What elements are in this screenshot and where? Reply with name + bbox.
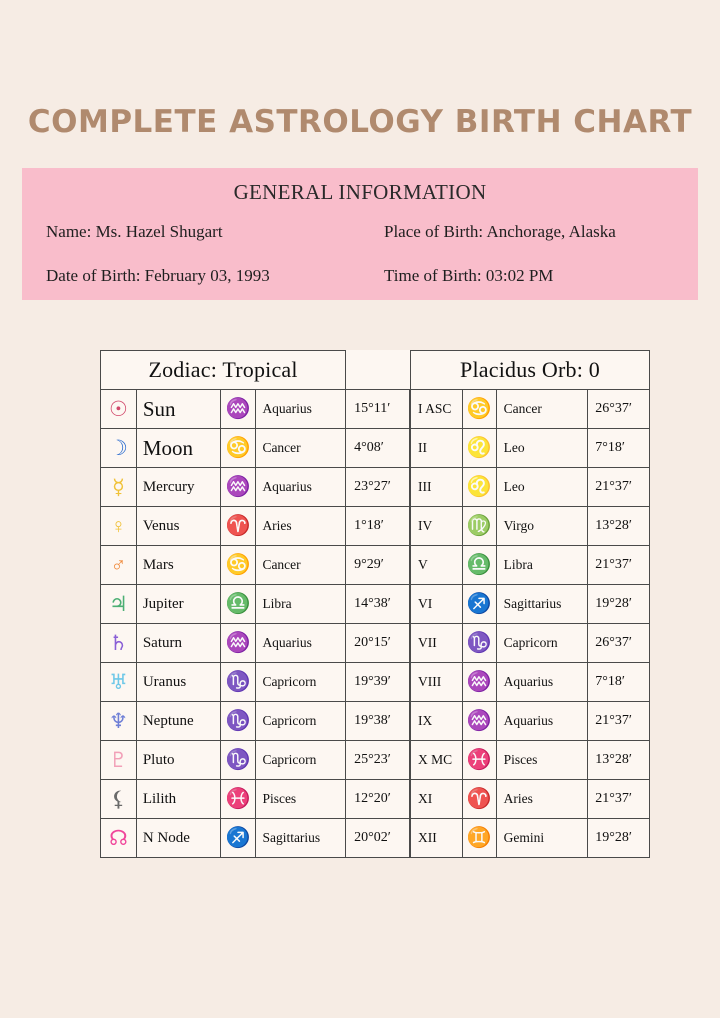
- aquarius-icon: ♒: [220, 468, 256, 507]
- planet-name: Venus: [136, 507, 220, 546]
- table-row: [101, 741, 410, 780]
- house-number: IX: [411, 702, 463, 741]
- planet-name: Neptune: [136, 702, 220, 741]
- pisces-icon: ♓: [220, 780, 256, 819]
- planet-degree: 19°38′: [346, 702, 410, 741]
- house-degree: 21°37′: [588, 780, 650, 819]
- planet-degree: 25°23′: [346, 741, 410, 780]
- house-sign: Libra: [496, 546, 588, 585]
- table-row: [411, 507, 650, 546]
- table-row: [411, 741, 650, 780]
- house-sign: Cancer: [496, 390, 588, 429]
- venus-icon: ♀: [101, 507, 137, 546]
- planet-degree: 14°38′: [346, 585, 410, 624]
- house-degree: 21°37′: [588, 702, 650, 741]
- table-row: [411, 585, 650, 624]
- sun-icon: [101, 390, 137, 429]
- planet-name: Saturn: [136, 624, 220, 663]
- planet-name: Uranus: [136, 663, 220, 702]
- table-row: [101, 663, 410, 702]
- table-row: [411, 546, 650, 585]
- planet-name: Pluto: [136, 741, 220, 780]
- planet-sign: Sagittarius: [256, 819, 346, 858]
- planet-degree: 9°29′: [346, 546, 410, 585]
- planet-sign: Pisces: [256, 780, 346, 819]
- house-number: V: [411, 546, 463, 585]
- aquarius-icon: ♒: [220, 390, 256, 429]
- table-row: [101, 429, 410, 468]
- houses-table-header-row: [411, 351, 650, 390]
- planet-sign: Libra: [256, 585, 346, 624]
- planet-sign: Aquarius: [256, 624, 346, 663]
- moon-icon: ☽: [101, 429, 137, 468]
- house-degree: 19°28′: [588, 819, 650, 858]
- house-number: XII: [411, 819, 463, 858]
- table-row: [411, 702, 650, 741]
- cancer-icon: ♋: [462, 390, 496, 429]
- house-sign: Aries: [496, 780, 588, 819]
- planet-name: Mercury: [136, 468, 220, 507]
- planet-name: N Node: [136, 819, 220, 858]
- table-row: [411, 468, 650, 507]
- planet-sign: Capricorn: [256, 702, 346, 741]
- table-row: [101, 390, 410, 429]
- table-row: [411, 390, 650, 429]
- planet-sign: Capricorn: [256, 663, 346, 702]
- mercury-icon: ☿: [101, 468, 137, 507]
- general-information-panel: [22, 168, 698, 300]
- general-information-grid: [22, 216, 698, 292]
- house-number: IV: [411, 507, 463, 546]
- capricorn-icon: ♑: [220, 702, 256, 741]
- house-sign: Gemini: [496, 819, 588, 858]
- gemini-icon: ♊: [462, 819, 496, 858]
- house-sign: Leo: [496, 468, 588, 507]
- house-number: X MC: [411, 741, 463, 780]
- planet-sign: Capricorn: [256, 741, 346, 780]
- capricorn-icon: ♑: [462, 624, 496, 663]
- house-sign: Aquarius: [496, 702, 588, 741]
- house-degree: 26°37′: [588, 390, 650, 429]
- libra-icon: ♎: [462, 546, 496, 585]
- house-degree: 21°37′: [588, 546, 650, 585]
- house-number: VIII: [411, 663, 463, 702]
- house-sign: Pisces: [496, 741, 588, 780]
- capricorn-icon: ♑: [220, 663, 256, 702]
- capricorn-icon: ♑: [220, 741, 256, 780]
- house-number: VI: [411, 585, 463, 624]
- pisces-icon: ♓: [462, 741, 496, 780]
- table-row: [101, 702, 410, 741]
- house-degree: 13°28′: [588, 741, 650, 780]
- time-of-birth-field: Time of Birth: 03:02 PM: [384, 266, 554, 285]
- house-degree: 26°37′: [588, 624, 650, 663]
- planet-sign: Cancer: [256, 429, 346, 468]
- planet-name: Lilith: [136, 780, 220, 819]
- planet-degree: 1°18′: [346, 507, 410, 546]
- date-of-birth-field: Date of Birth: February 03, 1993: [46, 266, 270, 285]
- chart-tables: [100, 350, 650, 858]
- uranus-icon: ♅: [101, 663, 137, 702]
- house-degree: 19°28′: [588, 585, 650, 624]
- house-degree: 13°28′: [588, 507, 650, 546]
- cancer-icon: ♋: [220, 429, 256, 468]
- place-field: Place of Birth: Anchorage, Alaska: [384, 222, 616, 241]
- house-degree: 7°18′: [588, 429, 650, 468]
- leo-icon: ♌: [462, 468, 496, 507]
- planet-name: Jupiter: [136, 585, 220, 624]
- house-number: III: [411, 468, 463, 507]
- table-row: [411, 819, 650, 858]
- house-sign: Virgo: [496, 507, 588, 546]
- house-degree: 7°18′: [588, 663, 650, 702]
- saturn-icon: ♄: [101, 624, 137, 663]
- mars-icon: ♂: [101, 546, 137, 585]
- house-sign: Leo: [496, 429, 588, 468]
- planet-degree: 20°02′: [346, 819, 410, 858]
- pluto-icon: ♇: [101, 741, 137, 780]
- planet-glyph: ☉: [109, 396, 128, 421]
- neptune-icon: ♆: [101, 702, 137, 741]
- house-sign: Capricorn: [496, 624, 588, 663]
- planet-sign: Aquarius: [256, 390, 346, 429]
- planets-table-header: Zodiac: Tropical: [101, 351, 346, 390]
- aries-icon: ♈: [462, 780, 496, 819]
- cancer-icon: ♋: [220, 546, 256, 585]
- houses-table: [410, 350, 650, 858]
- houses-table-header: Placidus Orb: 0: [411, 351, 650, 390]
- planets-table: [100, 350, 410, 858]
- planet-name: Mars: [136, 546, 220, 585]
- planet-degree: 19°39′: [346, 663, 410, 702]
- table-row: [101, 624, 410, 663]
- table-row: [411, 624, 650, 663]
- planet-degree: 4°08′: [346, 429, 410, 468]
- planet-sign: Cancer: [256, 546, 346, 585]
- table-row: [411, 663, 650, 702]
- table-row: [411, 780, 650, 819]
- north-node-icon: ☊: [101, 819, 137, 858]
- planet-name: Moon: [136, 429, 220, 468]
- sagittarius-icon: ♐: [462, 585, 496, 624]
- aquarius-icon: ♒: [462, 663, 496, 702]
- planets-table-header-row: [101, 351, 410, 390]
- libra-icon: ♎: [220, 585, 256, 624]
- house-sign: Aquarius: [496, 663, 588, 702]
- page-title: COMPLETE ASTROLOGY BIRTH CHART: [27, 104, 693, 140]
- planet-degree: 20°15′: [346, 624, 410, 663]
- house-number: VII: [411, 624, 463, 663]
- aries-icon: ♈: [220, 507, 256, 546]
- planet-name: Sun: [136, 390, 220, 429]
- aquarius-icon: ♒: [462, 702, 496, 741]
- table-row: [101, 468, 410, 507]
- planet-degree: 23°27′: [346, 468, 410, 507]
- sagittarius-icon: ♐: [220, 819, 256, 858]
- house-number: I ASC: [411, 390, 463, 429]
- house-number: II: [411, 429, 463, 468]
- house-sign: Sagittarius: [496, 585, 588, 624]
- general-information-heading: GENERAL INFORMATION: [233, 180, 487, 204]
- table-row: [101, 546, 410, 585]
- table-row: [411, 429, 650, 468]
- planet-degree: 12°20′: [346, 780, 410, 819]
- table-row: [101, 507, 410, 546]
- name-field: Name: Ms. Hazel Shugart: [46, 222, 223, 241]
- virgo-icon: ♍: [462, 507, 496, 546]
- aquarius-icon: ♒: [220, 624, 256, 663]
- planet-sign: Aries: [256, 507, 346, 546]
- leo-icon: ♌: [462, 429, 496, 468]
- planet-degree: 15°11′: [346, 390, 410, 429]
- house-degree: 21°37′: [588, 468, 650, 507]
- jupiter-icon: ♃: [101, 585, 137, 624]
- house-number: XI: [411, 780, 463, 819]
- table-row: [101, 780, 410, 819]
- table-row: [101, 585, 410, 624]
- lilith-icon: ⚸: [101, 780, 137, 819]
- planet-sign: Aquarius: [256, 468, 346, 507]
- table-row: [101, 819, 410, 858]
